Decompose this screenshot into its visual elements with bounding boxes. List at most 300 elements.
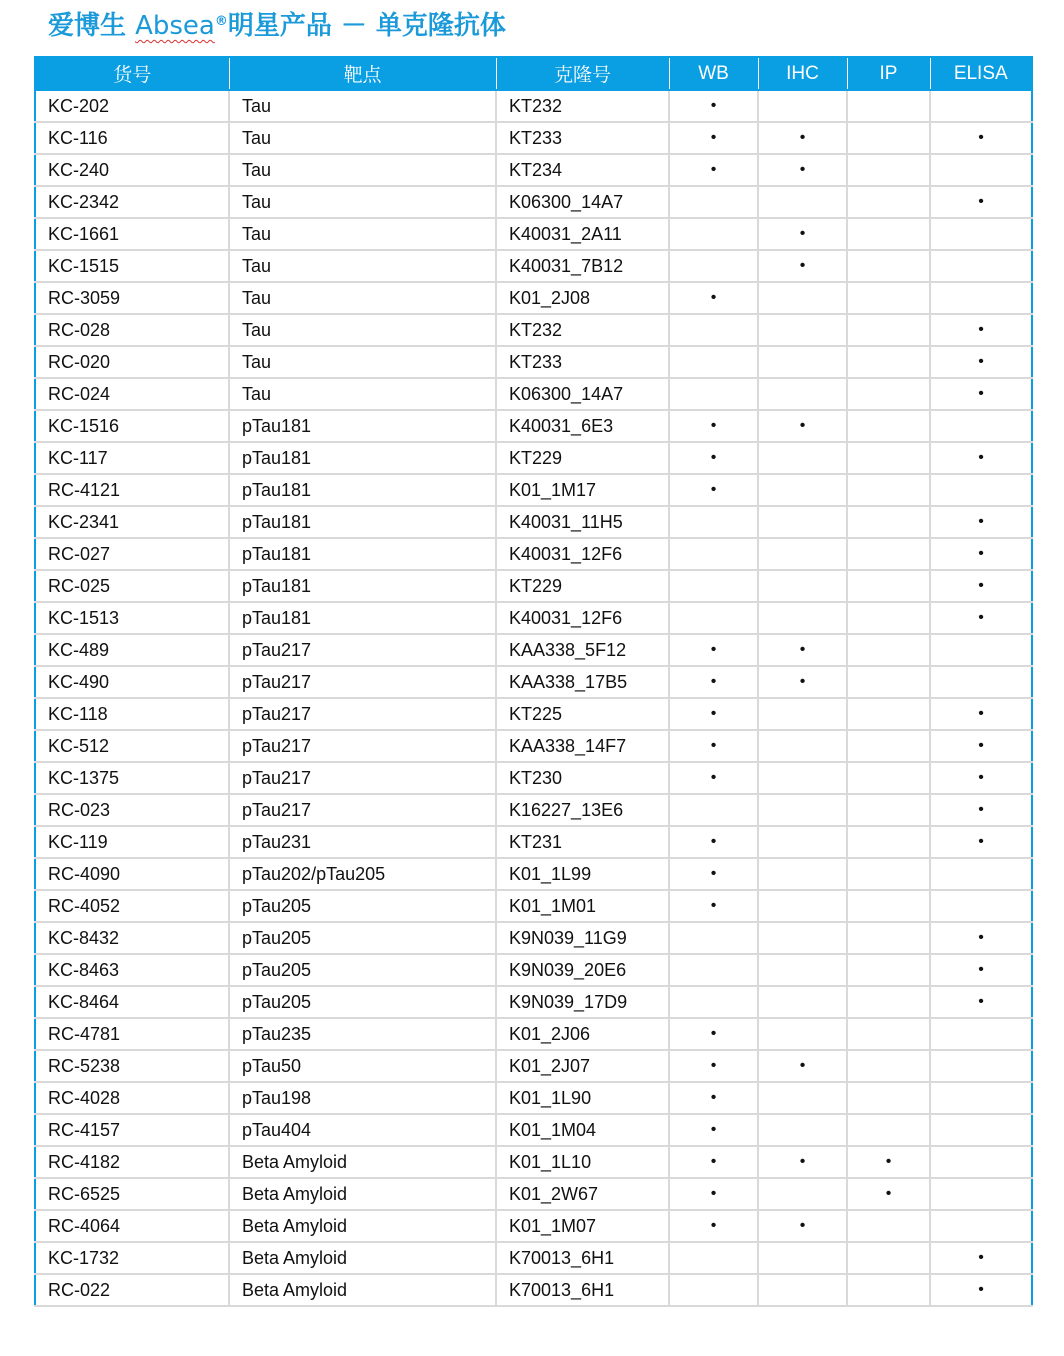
elisa-cell — [930, 442, 1032, 474]
ip-cell — [847, 1082, 930, 1114]
check-dot-icon: • — [978, 1281, 984, 1298]
wb-cell — [669, 282, 758, 314]
check-dot-icon: • — [799, 129, 806, 146]
wb-cell — [669, 794, 758, 826]
wb-cell — [669, 346, 758, 378]
ihc-cell — [758, 666, 847, 698]
catalog-number-cell: KC-1375 — [35, 762, 229, 794]
ihc-cell — [758, 1210, 847, 1242]
wb-cell — [669, 186, 758, 218]
ihc-cell — [758, 986, 847, 1018]
table-row — [35, 282, 1032, 314]
catalog-number-cell: KC-118 — [35, 698, 229, 730]
catalog-number-cell: RC-6525 — [35, 1178, 229, 1210]
header-catalog-number: 货号 — [35, 57, 229, 90]
wb-cell — [669, 666, 758, 698]
wb-cell — [669, 698, 758, 730]
elisa-cell — [930, 90, 1032, 122]
catalog-number-cell: RC-024 — [35, 378, 229, 410]
elisa-cell — [930, 858, 1032, 890]
table-row — [35, 666, 1032, 698]
target-cell: Tau — [229, 218, 496, 250]
ip-cell — [847, 570, 930, 602]
target-cell: pTau205 — [229, 922, 496, 954]
wb-cell — [669, 122, 758, 154]
check-dot-icon: • — [799, 1057, 806, 1074]
check-dot-icon: • — [710, 1185, 717, 1202]
clone-number-cell: K06300_14A7 — [496, 186, 669, 218]
table-row — [35, 1210, 1032, 1242]
elisa-cell — [930, 218, 1032, 250]
elisa-cell — [930, 506, 1032, 538]
ip-cell — [847, 346, 930, 378]
ip-cell — [847, 1050, 930, 1082]
table-row — [35, 1242, 1032, 1274]
check-dot-icon: • — [799, 673, 806, 690]
catalog-number-cell: KC-2342 — [35, 186, 229, 218]
catalog-number-cell: KC-1732 — [35, 1242, 229, 1274]
clone-number-cell: KT231 — [496, 826, 669, 858]
table-row — [35, 346, 1032, 378]
clone-number-cell: K70013_6H1 — [496, 1274, 669, 1306]
table-row — [35, 218, 1032, 250]
ip-cell — [847, 218, 930, 250]
check-dot-icon: • — [978, 193, 984, 210]
catalog-number-cell: KC-490 — [35, 666, 229, 698]
check-dot-icon: • — [978, 769, 984, 786]
elisa-cell — [930, 602, 1032, 634]
ihc-cell — [758, 922, 847, 954]
ip-cell — [847, 474, 930, 506]
header-wb: WB — [669, 57, 758, 90]
check-dot-icon: • — [799, 1153, 806, 1170]
check-dot-icon: • — [710, 673, 717, 690]
target-cell: Beta Amyloid — [229, 1178, 496, 1210]
clone-number-cell: K01_1M01 — [496, 890, 669, 922]
table-row — [35, 1114, 1032, 1146]
ip-cell — [847, 1242, 930, 1274]
ip-cell — [847, 794, 930, 826]
table-row — [35, 442, 1032, 474]
catalog-number-cell: RC-4121 — [35, 474, 229, 506]
title-prefix: 爱博生 — [48, 11, 136, 41]
check-dot-icon: • — [885, 1153, 892, 1170]
clone-number-cell: K01_1L90 — [496, 1082, 669, 1114]
elisa-cell — [930, 634, 1032, 666]
ip-cell — [847, 154, 930, 186]
catalog-number-cell: KC-119 — [35, 826, 229, 858]
target-cell: Tau — [229, 282, 496, 314]
wb-cell — [669, 730, 758, 762]
ihc-cell — [758, 1018, 847, 1050]
catalog-number-cell: KC-1515 — [35, 250, 229, 282]
clone-number-cell: KAA338_17B5 — [496, 666, 669, 698]
ihc-cell — [758, 218, 847, 250]
elisa-cell — [930, 538, 1032, 570]
ihc-cell — [758, 826, 847, 858]
ip-cell — [847, 538, 930, 570]
catalog-number-cell: RC-4157 — [35, 1114, 229, 1146]
elisa-cell — [930, 250, 1032, 282]
clone-number-cell: K01_2W67 — [496, 1178, 669, 1210]
wb-cell — [669, 602, 758, 634]
check-dot-icon: • — [978, 993, 984, 1010]
wb-cell — [669, 986, 758, 1018]
clone-number-cell: KT225 — [496, 698, 669, 730]
catalog-number-cell: KC-1516 — [35, 410, 229, 442]
target-cell: pTau181 — [229, 538, 496, 570]
title-suffix: 明星产品 － 单克隆抗体 — [227, 11, 506, 41]
elisa-cell — [930, 890, 1032, 922]
check-dot-icon: • — [799, 161, 806, 178]
table-row — [35, 186, 1032, 218]
clone-number-cell: K40031_6E3 — [496, 410, 669, 442]
ihc-cell — [758, 1274, 847, 1306]
check-dot-icon: • — [799, 641, 806, 658]
table-row — [35, 1178, 1032, 1210]
ip-cell — [847, 634, 930, 666]
wb-cell — [669, 1210, 758, 1242]
wb-cell — [669, 314, 758, 346]
ihc-cell — [758, 570, 847, 602]
target-cell: pTau217 — [229, 762, 496, 794]
clone-number-cell: KT233 — [496, 346, 669, 378]
ip-cell — [847, 762, 930, 794]
clone-number-cell: KT229 — [496, 570, 669, 602]
table-row — [35, 1082, 1032, 1114]
elisa-cell — [930, 1146, 1032, 1178]
table-row — [35, 890, 1032, 922]
ip-cell — [847, 90, 930, 122]
check-dot-icon: • — [978, 353, 984, 370]
check-dot-icon: • — [710, 1057, 717, 1074]
wb-cell — [669, 442, 758, 474]
ip-cell — [847, 378, 930, 410]
clone-number-cell: K40031_7B12 — [496, 250, 669, 282]
wb-cell — [669, 250, 758, 282]
ihc-cell — [758, 346, 847, 378]
catalog-number-cell: RC-4064 — [35, 1210, 229, 1242]
elisa-cell — [930, 474, 1032, 506]
target-cell: Beta Amyloid — [229, 1242, 496, 1274]
table-row — [35, 410, 1032, 442]
check-dot-icon: • — [978, 545, 984, 562]
table-header-row — [35, 57, 1032, 90]
target-cell: Beta Amyloid — [229, 1146, 496, 1178]
check-dot-icon: • — [799, 257, 806, 274]
check-dot-icon: • — [710, 97, 717, 114]
antibody-table-container — [34, 56, 1031, 1307]
clone-number-cell: KT232 — [496, 314, 669, 346]
catalog-number-cell: RC-4781 — [35, 1018, 229, 1050]
ihc-cell — [758, 442, 847, 474]
ihc-cell — [758, 1082, 847, 1114]
target-cell: Tau — [229, 314, 496, 346]
elisa-cell — [930, 1082, 1032, 1114]
wb-cell — [669, 890, 758, 922]
catalog-number-cell: KC-117 — [35, 442, 229, 474]
elisa-cell — [930, 378, 1032, 410]
ip-cell — [847, 954, 930, 986]
check-dot-icon: • — [710, 449, 717, 466]
table-row — [35, 122, 1032, 154]
ip-cell — [847, 890, 930, 922]
target-cell: pTau217 — [229, 698, 496, 730]
target-cell: pTau198 — [229, 1082, 496, 1114]
catalog-number-cell: RC-020 — [35, 346, 229, 378]
clone-number-cell: KT234 — [496, 154, 669, 186]
clone-number-cell: KAA338_5F12 — [496, 634, 669, 666]
ihc-cell — [758, 474, 847, 506]
check-dot-icon: • — [710, 161, 717, 178]
ihc-cell — [758, 602, 847, 634]
table-row — [35, 154, 1032, 186]
table-row — [35, 634, 1032, 666]
ihc-cell — [758, 314, 847, 346]
elisa-cell — [930, 154, 1032, 186]
clone-number-cell: K01_1L99 — [496, 858, 669, 890]
elisa-cell — [930, 1178, 1032, 1210]
ihc-cell — [758, 890, 847, 922]
table-row — [35, 986, 1032, 1018]
table-row — [35, 730, 1032, 762]
clone-number-cell: K01_1L10 — [496, 1146, 669, 1178]
ihc-cell — [758, 250, 847, 282]
ip-cell — [847, 1210, 930, 1242]
ip-cell — [847, 122, 930, 154]
ip-cell — [847, 986, 930, 1018]
wb-cell — [669, 1082, 758, 1114]
elisa-cell — [930, 122, 1032, 154]
check-dot-icon: • — [978, 321, 984, 338]
check-dot-icon: • — [710, 833, 717, 850]
check-dot-icon: • — [885, 1185, 892, 1202]
table-row — [35, 1050, 1032, 1082]
elisa-cell — [930, 986, 1032, 1018]
check-dot-icon: • — [710, 897, 717, 914]
wb-cell — [669, 634, 758, 666]
check-dot-icon: • — [978, 737, 984, 754]
target-cell: Tau — [229, 122, 496, 154]
catalog-number-cell: RC-027 — [35, 538, 229, 570]
catalog-number-cell: KC-1513 — [35, 602, 229, 634]
table-row — [35, 90, 1032, 122]
wb-cell — [669, 762, 758, 794]
wb-cell — [669, 218, 758, 250]
check-dot-icon: • — [978, 705, 984, 722]
ihc-cell — [758, 282, 847, 314]
check-dot-icon: • — [710, 737, 717, 754]
check-dot-icon: • — [710, 641, 717, 658]
check-dot-icon: • — [978, 1249, 984, 1266]
header-ip: IP — [847, 57, 930, 90]
check-dot-icon: • — [710, 865, 717, 882]
ihc-cell — [758, 410, 847, 442]
target-cell: pTau181 — [229, 506, 496, 538]
catalog-number-cell: KC-8463 — [35, 954, 229, 986]
target-cell: pTau50 — [229, 1050, 496, 1082]
target-cell: Tau — [229, 346, 496, 378]
check-dot-icon: • — [710, 769, 717, 786]
check-dot-icon: • — [710, 705, 717, 722]
clone-number-cell: K01_2J06 — [496, 1018, 669, 1050]
ip-cell — [847, 442, 930, 474]
ihc-cell — [758, 858, 847, 890]
elisa-cell — [930, 762, 1032, 794]
elisa-cell — [930, 1242, 1032, 1274]
ip-cell — [847, 250, 930, 282]
wb-cell — [669, 538, 758, 570]
wb-cell — [669, 570, 758, 602]
catalog-number-cell: KC-240 — [35, 154, 229, 186]
ip-cell — [847, 698, 930, 730]
table-row — [35, 1274, 1032, 1306]
clone-number-cell: K40031_12F6 — [496, 538, 669, 570]
table-row — [35, 826, 1032, 858]
table-row — [35, 474, 1032, 506]
target-cell: pTau235 — [229, 1018, 496, 1050]
check-dot-icon: • — [978, 129, 984, 146]
wb-cell — [669, 410, 758, 442]
table-row — [35, 250, 1032, 282]
catalog-number-cell: KC-512 — [35, 730, 229, 762]
ip-cell — [847, 826, 930, 858]
elisa-cell — [930, 1114, 1032, 1146]
antibody-table — [34, 56, 1033, 1307]
clone-number-cell: K01_2J07 — [496, 1050, 669, 1082]
check-dot-icon: • — [710, 481, 717, 498]
ihc-cell — [758, 730, 847, 762]
header-ihc: IHC — [758, 57, 847, 90]
brand-name: Absea — [135, 11, 215, 41]
target-cell: pTau205 — [229, 986, 496, 1018]
table-row — [35, 858, 1032, 890]
ip-cell — [847, 730, 930, 762]
ip-cell — [847, 1114, 930, 1146]
elisa-cell — [930, 1050, 1032, 1082]
target-cell: pTau202/pTau205 — [229, 858, 496, 890]
target-cell: Beta Amyloid — [229, 1274, 496, 1306]
clone-number-cell: K16227_13E6 — [496, 794, 669, 826]
elisa-cell — [930, 730, 1032, 762]
elisa-cell — [930, 570, 1032, 602]
elisa-cell — [930, 1210, 1032, 1242]
elisa-cell — [930, 314, 1032, 346]
table-row — [35, 954, 1032, 986]
clone-number-cell: KT230 — [496, 762, 669, 794]
target-cell: pTau205 — [229, 954, 496, 986]
check-dot-icon: • — [978, 449, 984, 466]
ip-cell — [847, 506, 930, 538]
ihc-cell — [758, 1114, 847, 1146]
check-dot-icon: • — [710, 1217, 717, 1234]
check-dot-icon: • — [978, 513, 984, 530]
elisa-cell — [930, 1274, 1032, 1306]
check-dot-icon: • — [978, 961, 984, 978]
table-body — [35, 90, 1032, 1306]
table-row — [35, 378, 1032, 410]
ip-cell — [847, 1178, 930, 1210]
ihc-cell — [758, 186, 847, 218]
ihc-cell — [758, 154, 847, 186]
table-row — [35, 570, 1032, 602]
catalog-number-cell: RC-028 — [35, 314, 229, 346]
elisa-cell — [930, 826, 1032, 858]
catalog-number-cell: RC-3059 — [35, 282, 229, 314]
wb-cell — [669, 1242, 758, 1274]
ihc-cell — [758, 506, 847, 538]
elisa-cell — [930, 794, 1032, 826]
ip-cell — [847, 922, 930, 954]
target-cell: pTau404 — [229, 1114, 496, 1146]
clone-number-cell: K01_1M07 — [496, 1210, 669, 1242]
clone-number-cell: K01_2J08 — [496, 282, 669, 314]
clone-number-cell: KAA338_14F7 — [496, 730, 669, 762]
catalog-number-cell: RC-025 — [35, 570, 229, 602]
clone-number-cell: KT232 — [496, 90, 669, 122]
ihc-cell — [758, 90, 847, 122]
table-row — [35, 602, 1032, 634]
target-cell: pTau181 — [229, 602, 496, 634]
ihc-cell — [758, 122, 847, 154]
wb-cell — [669, 474, 758, 506]
check-dot-icon: • — [710, 417, 717, 434]
clone-number-cell: K9N039_20E6 — [496, 954, 669, 986]
check-dot-icon: • — [710, 1121, 717, 1138]
ihc-cell — [758, 954, 847, 986]
elisa-cell — [930, 346, 1032, 378]
elisa-cell — [930, 410, 1032, 442]
check-dot-icon: • — [710, 1153, 717, 1170]
check-dot-icon: • — [710, 1089, 717, 1106]
wb-cell — [669, 1018, 758, 1050]
ip-cell — [847, 186, 930, 218]
ihc-cell — [758, 698, 847, 730]
catalog-number-cell: KC-489 — [35, 634, 229, 666]
wb-cell — [669, 90, 758, 122]
catalog-number-cell: RC-4182 — [35, 1146, 229, 1178]
ihc-cell — [758, 1178, 847, 1210]
ihc-cell — [758, 378, 847, 410]
elisa-cell — [930, 954, 1032, 986]
table-row — [35, 1146, 1032, 1178]
ip-cell — [847, 1018, 930, 1050]
header-clone-number: 克隆号 — [496, 57, 669, 90]
ip-cell — [847, 858, 930, 890]
target-cell: Tau — [229, 378, 496, 410]
ip-cell — [847, 602, 930, 634]
elisa-cell — [930, 666, 1032, 698]
target-cell: pTau205 — [229, 890, 496, 922]
target-cell: Tau — [229, 90, 496, 122]
wb-cell — [669, 378, 758, 410]
check-dot-icon: • — [710, 289, 717, 306]
target-cell: pTau181 — [229, 442, 496, 474]
page-title — [48, 6, 506, 46]
target-cell: pTau181 — [229, 410, 496, 442]
clone-number-cell: K9N039_11G9 — [496, 922, 669, 954]
catalog-number-cell: RC-4028 — [35, 1082, 229, 1114]
elisa-cell — [930, 698, 1032, 730]
check-dot-icon: • — [710, 129, 717, 146]
ip-cell — [847, 666, 930, 698]
clone-number-cell: KT233 — [496, 122, 669, 154]
wb-cell — [669, 506, 758, 538]
catalog-number-cell: RC-5238 — [35, 1050, 229, 1082]
table-row — [35, 794, 1032, 826]
catalog-number-cell: RC-022 — [35, 1274, 229, 1306]
table-row — [35, 922, 1032, 954]
